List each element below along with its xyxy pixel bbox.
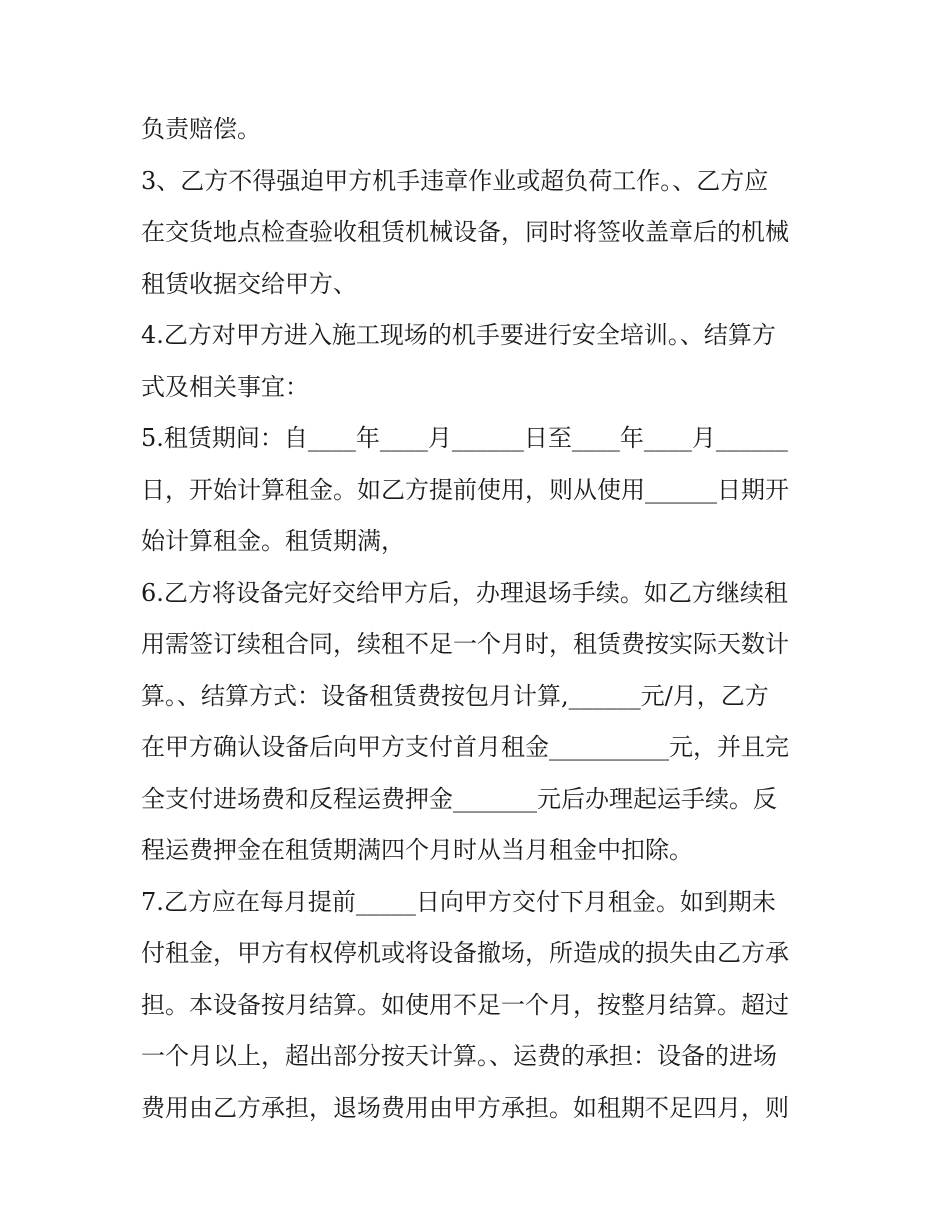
text-line: 在甲方确认设备后向甲方支付首月租金__________元，并且完 [141, 733, 789, 761]
text-line: 3、乙方不得强迫甲方机手违章作业或超负荷工作。、乙方应 [141, 166, 769, 195]
text-line: 6.乙方将设备完好交给甲方后，办理退场手续。如乙方继续租 [141, 578, 788, 607]
text-line: 负责赔偿。 [141, 115, 261, 143]
text-line: 全支付进场费和反程运费押金_______元后办理起运手续。反 [141, 784, 777, 813]
text-line: 担。本设备按月结算。如使用不足一个月，按整月结算。超过 [141, 990, 789, 1019]
text-line: 一个月以上，超出部分按天计算。、运费的承担：设备的进场 [141, 1042, 777, 1070]
text-line: 程运费押金在租赁期满四个月时从当月租金中扣除。 [141, 836, 693, 864]
text-line: 租赁收据交给甲方、 [141, 269, 357, 298]
text-line: 用需签订续租合同，续租不足一个月时，租赁费按实际天数计 [141, 630, 789, 658]
text-line: 式及相关事宜： [141, 372, 309, 401]
text-line: 算。、结算方式：设备租赁费按包月计算,______元/月，乙方 [141, 681, 769, 710]
text-line: 日，开始计算租金。如乙方提前使用，则从使用______日期开 [141, 475, 789, 504]
text-line: 4.乙方对甲方进入施工现场的机手要进行安全培训。、结算方 [141, 321, 776, 349]
text-line: 在交货地点检查验收租赁机械设备，同时将签收盖章后的机械 [141, 218, 789, 246]
contract-body-text [141, 104, 821, 1134]
text-line: 始计算租金。租赁期满， [141, 527, 405, 555]
text-line: 5.租赁期间：自____年____月______日至____年____月______ [141, 424, 788, 452]
text-line: 费用由乙方承担，退场费用由甲方承担。如租期不足四月，则 [141, 1093, 789, 1122]
text-line: 付租金，甲方有权停机或将设备撤场，所造成的损失由乙方承 [141, 939, 789, 967]
text-line: 7.乙方应在每月提前_____日向甲方交付下月租金。如到期未 [141, 887, 776, 916]
